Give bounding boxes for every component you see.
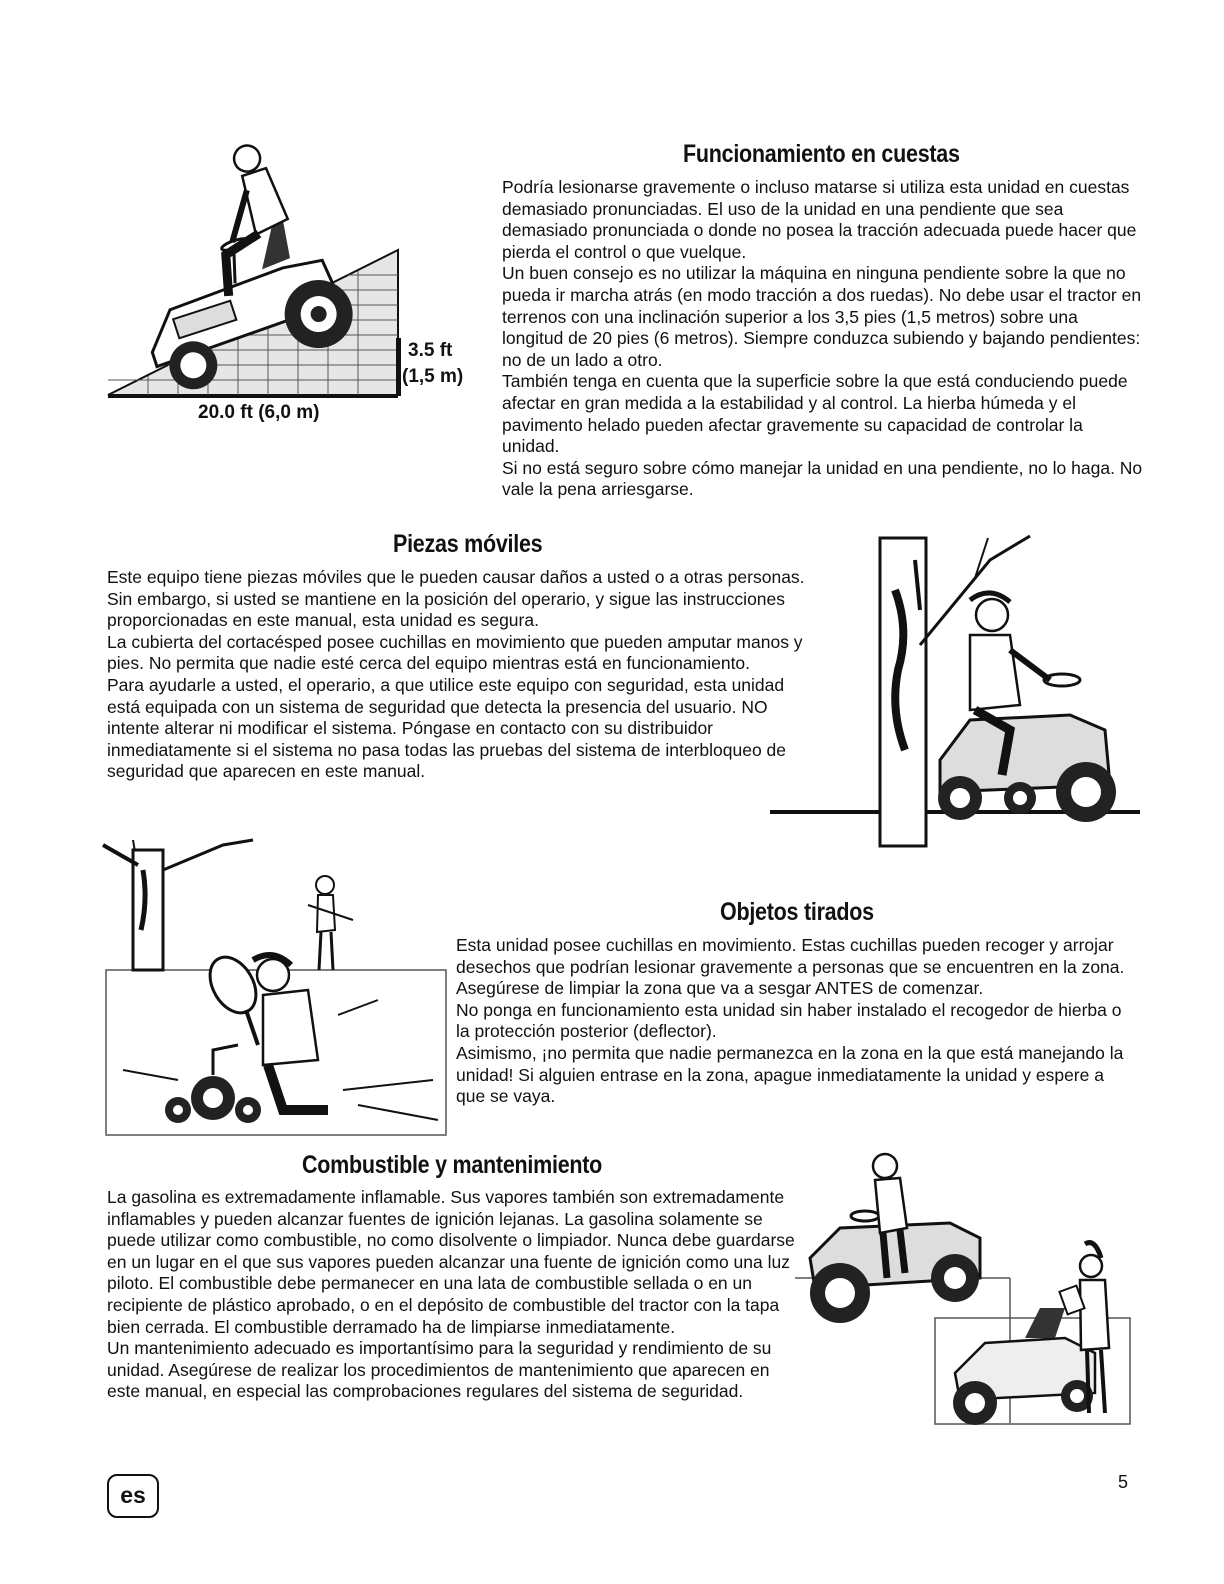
slopes-paragraph-1: Podría lesionarse gravemente o incluso matarse si utiliza esta unidad en cuestas demasiado pronunciadas. El uso de la unidad en una pendiente que sea demasiado pronunciada o donde no posea la tracción adecuada puede hacer que pierda el control o que vuelque. (502, 177, 1137, 262)
slope-height-m-label: (1,5 m) (402, 366, 464, 387)
thrown-objects-paragraph-3: Asimismo, ¡no permita que nadie permanezca en la zona en la que está manejando la unidad! Si alguien entrase en la zona, apague inmediatamente la unidad y espere a que se vaya. (456, 1042, 1124, 1107)
moving-parts-text (107, 567, 817, 783)
page-number: 5 (1118, 1472, 1129, 1492)
moving-parts-paragraph-1: Este equipo tiene piezas móviles que le pueden causar daños a usted o a otras personas. Sin embargo, si usted se mantiene en la posición del operario, y sigue las instrucciones proporcionadas en este manual, esta unidad es segura. (107, 567, 805, 631)
fuel-text (107, 1187, 797, 1403)
thrown-objects-paragraph-1: Esta unidad posee cuchillas en movimiento. Estas cuchillas pueden recoger y arrojar desechos que podrían lesionar gravemente a personas que se encuentren en la zona. Asegúrese de limpiar la zona que va a sesgar ANTES de comenzar. (456, 935, 1125, 999)
fuel-paragraph-1: La gasolina es extremadamente inflamable. Sus vapores también son extremadamente inflamables y pueden alcanzar fuentes de ignición lejanas. La gasolina solamente se puede utilizar como combustible, no como disolvente o limpiador. Nunca debe guardarse en un lugar en el que sus vapores pueden alcanzar una fuente de ignición como una luz piloto. El combustible debe permanecer en una lata de combustible sellada o en un recipiente de plástico aprobado, o en el depósito de combustible del tractor con la tapa bien cerrada. El combustible derramado ha de limpiarse inmediatamente. (107, 1187, 795, 1337)
moving-parts-heading: Piezas móviles (393, 530, 543, 558)
moving-parts-paragraph-3: Para ayudarle a usted, el operario, a que utilice este equipo con seguridad, esta unidad está equipada con un sistema de seguridad que detecta la presencia del usuario. NO intente alterar ni modificar el sistema. Póngase en contacto con su distribuidor inmediatamente si el sistema no pasa todas las pruebas del sistema de interbloqueo de seguridad que aparecen en este manual. (107, 674, 787, 782)
thrown-objects-paragraph-2: No ponga en funcionamiento esta unidad sin haber instalado el recogedor de hierba o la protección posterior (deflector). (456, 999, 1122, 1042)
slope-length-label: 20.0 ft (6,0 m) (198, 402, 320, 423)
park-scene-illustration (103, 840, 453, 1140)
slope-tractor-illustration (108, 140, 408, 410)
slopes-heading: Funcionamiento en cuestas (683, 140, 960, 168)
language-badge: es (107, 1474, 159, 1518)
slopes-paragraph-2: Un buen consejo es no utilizar la máquina en ninguna pendiente sobre la que no pueda ir marcha atrás (en modo tracción a dos ruedas). No debe usar el tractor en terrenos con una inclinación superior a los 3,5 pies (1,5 metros) sobre una longitud de 20 pies (6 metros). Siempre conduzca subiendo y bajando pendientes: no de un lado a otro. (502, 263, 1142, 370)
slopes-paragraph-4: Si no está seguro sobre cómo manejar la unidad en una pendiente, no lo haga. No vale la pena arriesgarse. (502, 457, 1143, 500)
slope-height-ft-label: 3.5 ft (408, 340, 453, 361)
slopes-paragraph-3: También tenga en cuenta que la superficie sobre la que está conduciendo puede afectar en gran medida a la estabilidad y al control. La hierba húmeda y el pavimento helado pueden afectar gravemente su capacidad de controlar la unidad. (502, 371, 1128, 457)
fuel-paragraph-2: Un mantenimiento adecuado es importantísimo para la seguridad y rendimiento de su unidad. Asegúrese de realizar los procedimientos de mantenimiento que aparecen en este manual, en especial las comprobaciones regulares del sistema de seguridad. (107, 1338, 772, 1402)
moving-parts-paragraph-2: La cubierta del cortacésped posee cuchillas en movimiento que pueden amputar manos y pies. No permita que nadie esté cerca del equipo mientras está en funcionamiento. (107, 631, 803, 674)
fuel-heading: Combustible y mantenimiento (302, 1151, 603, 1179)
maintenance-illustration (795, 1148, 1135, 1438)
tree-tractor-illustration (770, 530, 1140, 850)
thrown-objects-text (456, 935, 1136, 1108)
slopes-text (502, 177, 1144, 501)
thrown-objects-heading: Objetos tirados (720, 898, 874, 926)
